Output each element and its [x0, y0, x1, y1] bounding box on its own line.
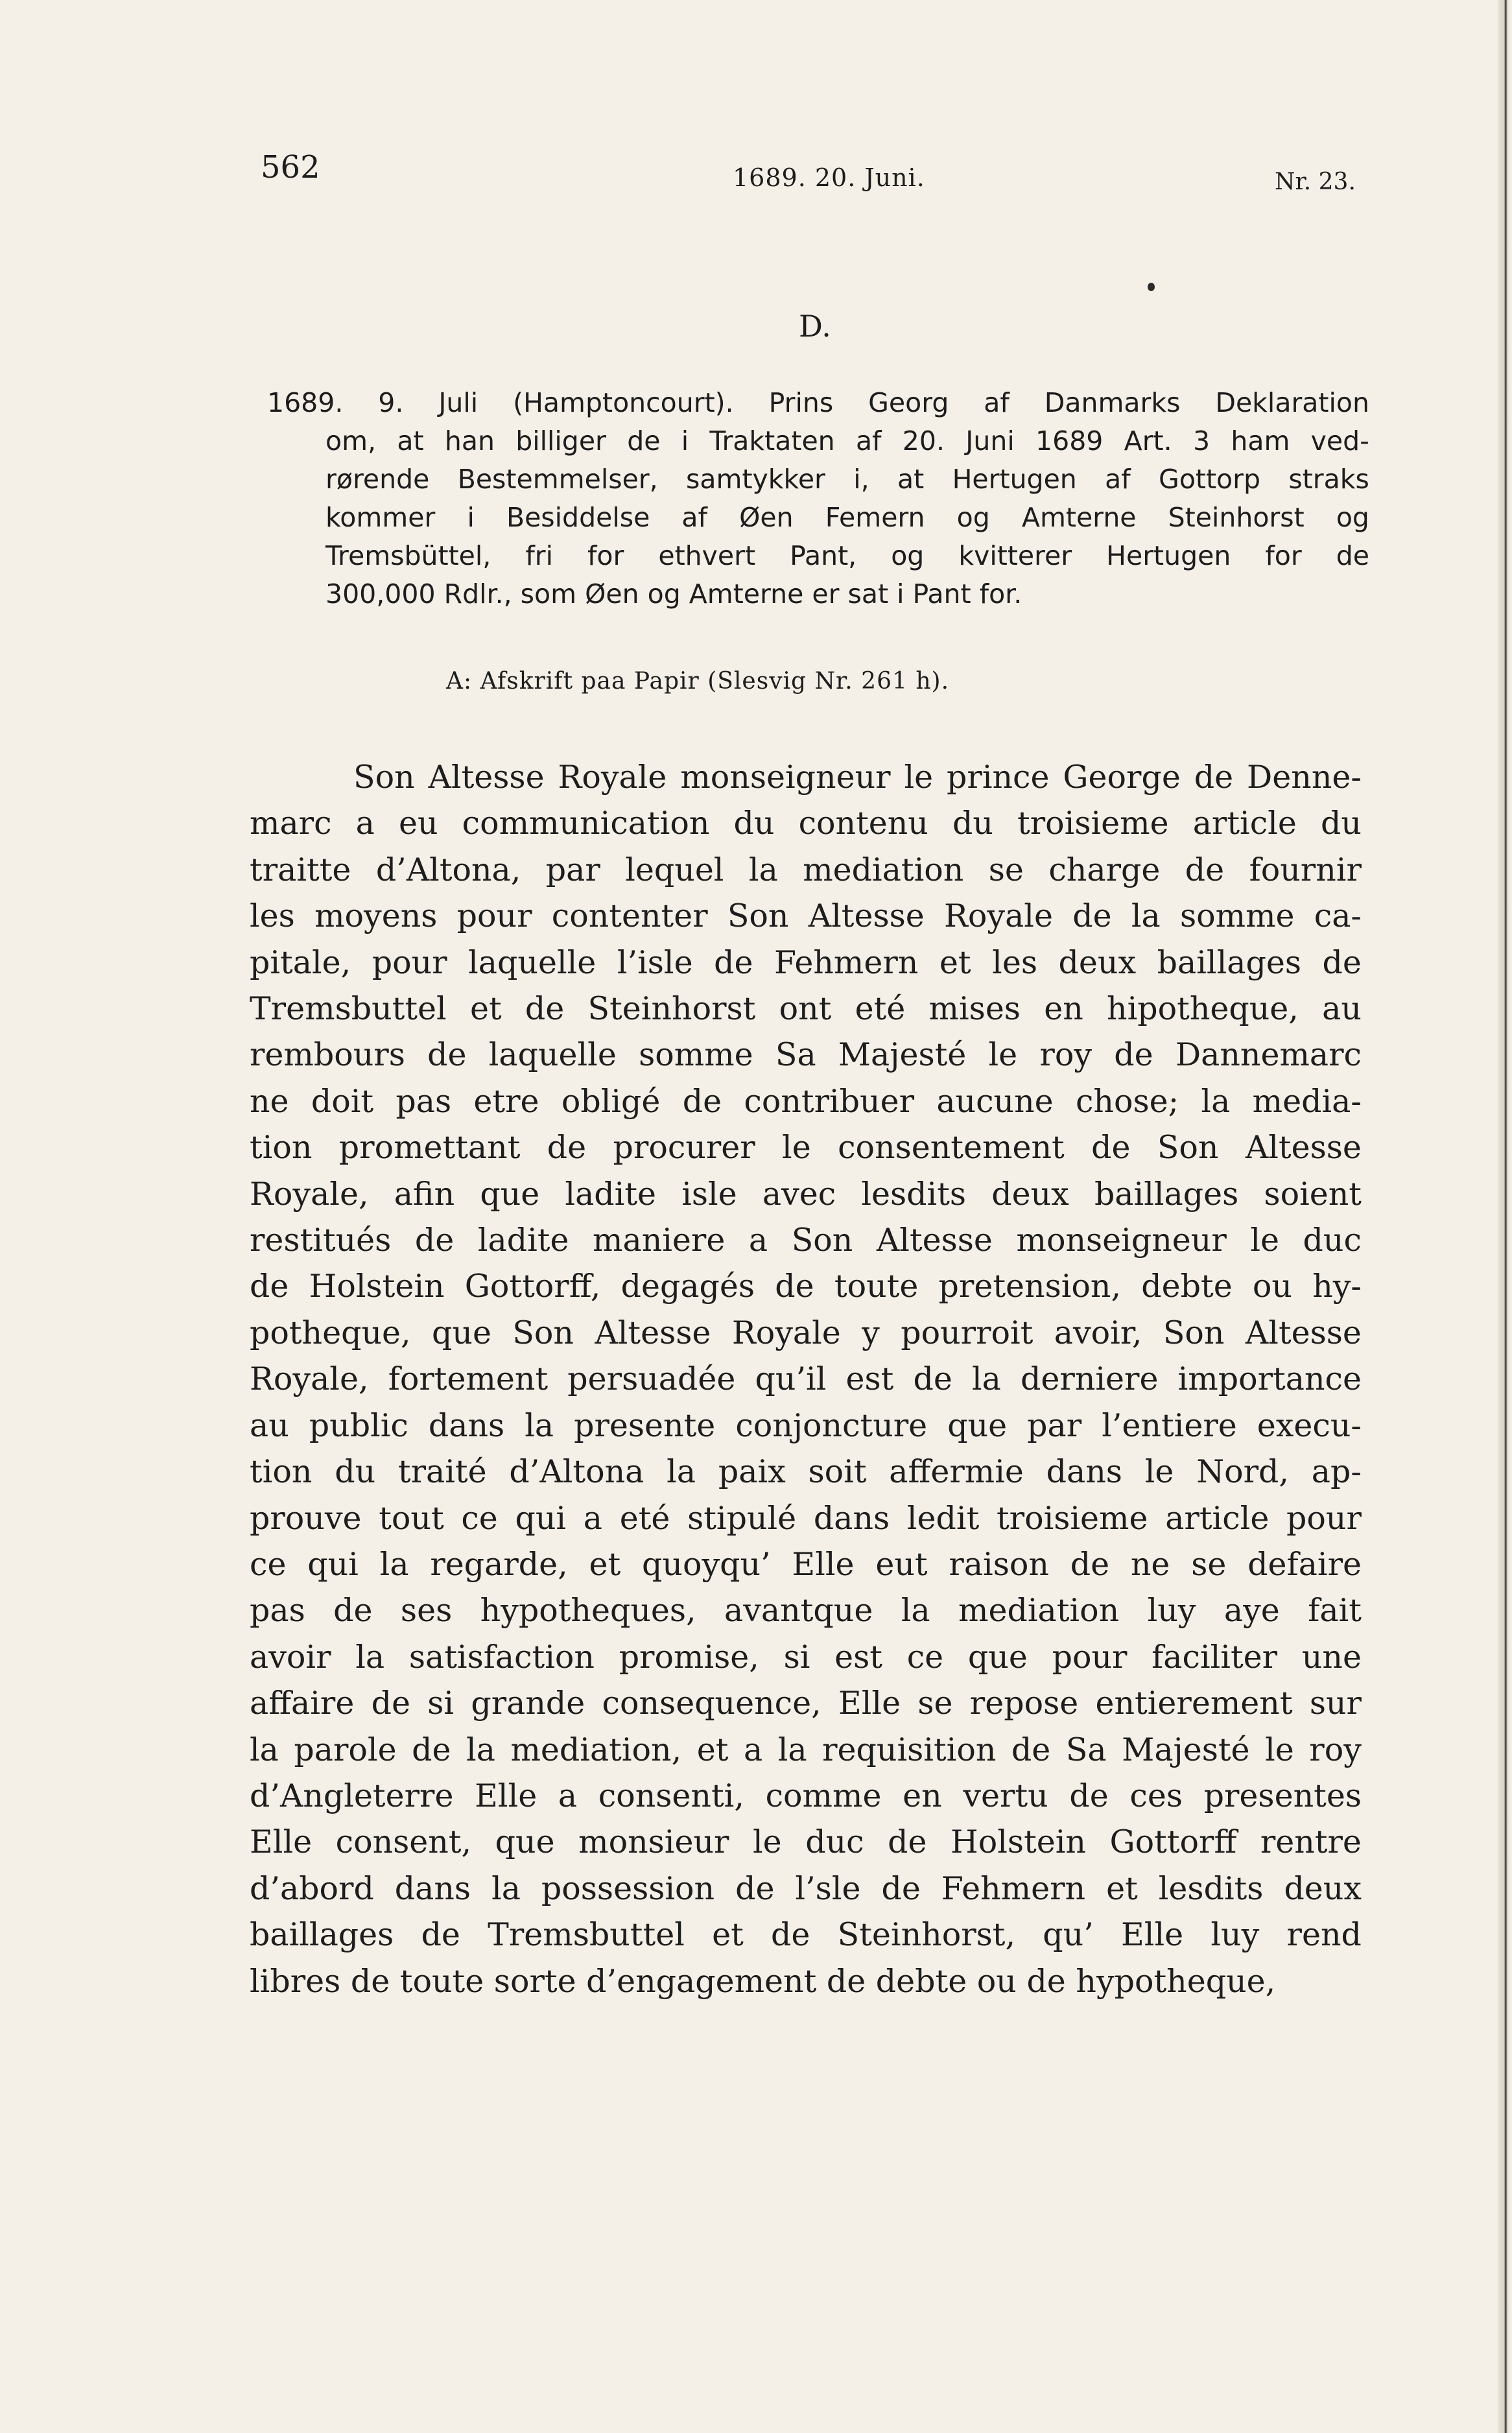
section-heading: D. — [799, 309, 831, 344]
source-note: A: Afskrift paa Papir (Slesvig Nr. 261 h). — [446, 668, 950, 694]
body-line: ce qui la regarde, et quoyqu’ Elle eut raison de ne se defaire — [250, 1545, 1362, 1583]
body-line: la parole de la mediation, et a la requisition de Sa Majesté le roy — [250, 1731, 1362, 1768]
body-line: d’Angleterre Elle a consenti, comme en vertu de ces presentes — [250, 1777, 1362, 1814]
running-header — [0, 149, 1512, 201]
body-line: avoir la satisfaction promise, si est ce que pour faciliter une — [250, 1638, 1362, 1676]
document-summary — [267, 384, 1369, 613]
body-line: traitte d’Altona, par lequel la mediation se charge de fournir — [250, 851, 1362, 888]
summary-line: 1689. 9. Juli (Hamptoncourt). Prins Georg af Danmarks Deklaration — [267, 387, 1369, 418]
body-line: Son Altesse Royale monseigneur le prince George de Denne- — [353, 759, 1362, 796]
running-date: 1689. 20. Juni. — [733, 163, 925, 192]
body-line: d’abord dans la possession de l’sle de Fehmern et lesdits deux — [250, 1869, 1362, 1907]
document-number: Nr. 23. — [1275, 169, 1356, 195]
summary-line: rørende Bestemmelser, samtykker i, at Hertugen af Gottorp straks — [325, 464, 1369, 495]
body-line: tion du traité d’Altona la paix soit affermie dans le Nord, ap- — [250, 1453, 1362, 1491]
summary-line: 300,000 Rdlr., som Øen og Amterne er sat i Pant for. — [325, 578, 1022, 610]
body-line: baillages de Tremsbuttel et de Steinhorst, qu’ Elle luy rend — [250, 1916, 1362, 1954]
summary-line: om, at han billiger de i Traktaten af 20. Juni 1689 Art. 3 ham ved- — [325, 425, 1369, 457]
body-line: pitale, pour laquelle l’isle de Fehmern et les deux baillages de — [250, 944, 1362, 981]
body-line: restitués de ladite maniere a Son Altesse monseigneur le duc — [250, 1222, 1362, 1259]
body-line: Tremsbuttel et de Steinhorst ont eté mises en hipotheque, au — [250, 990, 1362, 1028]
summary-line: kommer i Besiddelse af Øen Femern og Amterne Steinhorst og — [325, 502, 1369, 533]
page-edge-shadow — [1498, 0, 1512, 2433]
ink-speck — [1148, 283, 1155, 291]
body-line: Royale, fortement persuadée qu’il est de la derniere importance — [250, 1360, 1362, 1398]
body-line: Elle consent, que monsieur le duc de Holstein Gottorff rentre — [250, 1823, 1362, 1861]
summary-line: Tremsbüttel, fri for ethvert Pant, og kvitterer Hertugen for de — [325, 540, 1369, 571]
body-line: tion promettant de procurer le consentement de Son Altesse — [250, 1129, 1362, 1167]
body-line: de Holstein Gottorff, degagés de toute pretension, debte ou hy- — [250, 1268, 1362, 1305]
body-line: pas de ses hypotheques, avantque la mediation luy aye fait — [250, 1592, 1362, 1630]
body-line: rembours de laquelle somme Sa Majesté le roy de Dannemarc — [250, 1036, 1362, 1074]
body-line: prouve tout ce qui a eté stipulé dans ledit troisieme article pour — [250, 1499, 1362, 1537]
body-line: les moyens pour contenter Son Altesse Royale de la somme ca- — [250, 897, 1362, 935]
body-line: ne doit pas etre obligé de contribuer aucune chose; la media- — [250, 1082, 1362, 1120]
page-number: 562 — [261, 149, 320, 185]
body-line: marc a eu communication du contenu du troisieme article du — [250, 805, 1362, 842]
body-line: affaire de si grande consequence, Elle se repose entierement sur — [250, 1685, 1362, 1722]
body-line: potheque, que Son Altesse Royale y pourroit avoir, Son Altesse — [250, 1314, 1362, 1351]
body-line: libres de toute sorte d’engagement de debte ou de hypotheque, — [250, 1962, 1276, 2000]
document-body — [250, 754, 1362, 2004]
body-line: au public dans la presente conjoncture que par l’entiere execu- — [250, 1406, 1362, 1444]
body-line: Royale, afin que ladite isle avec lesdits deux baillages soient — [250, 1175, 1362, 1213]
